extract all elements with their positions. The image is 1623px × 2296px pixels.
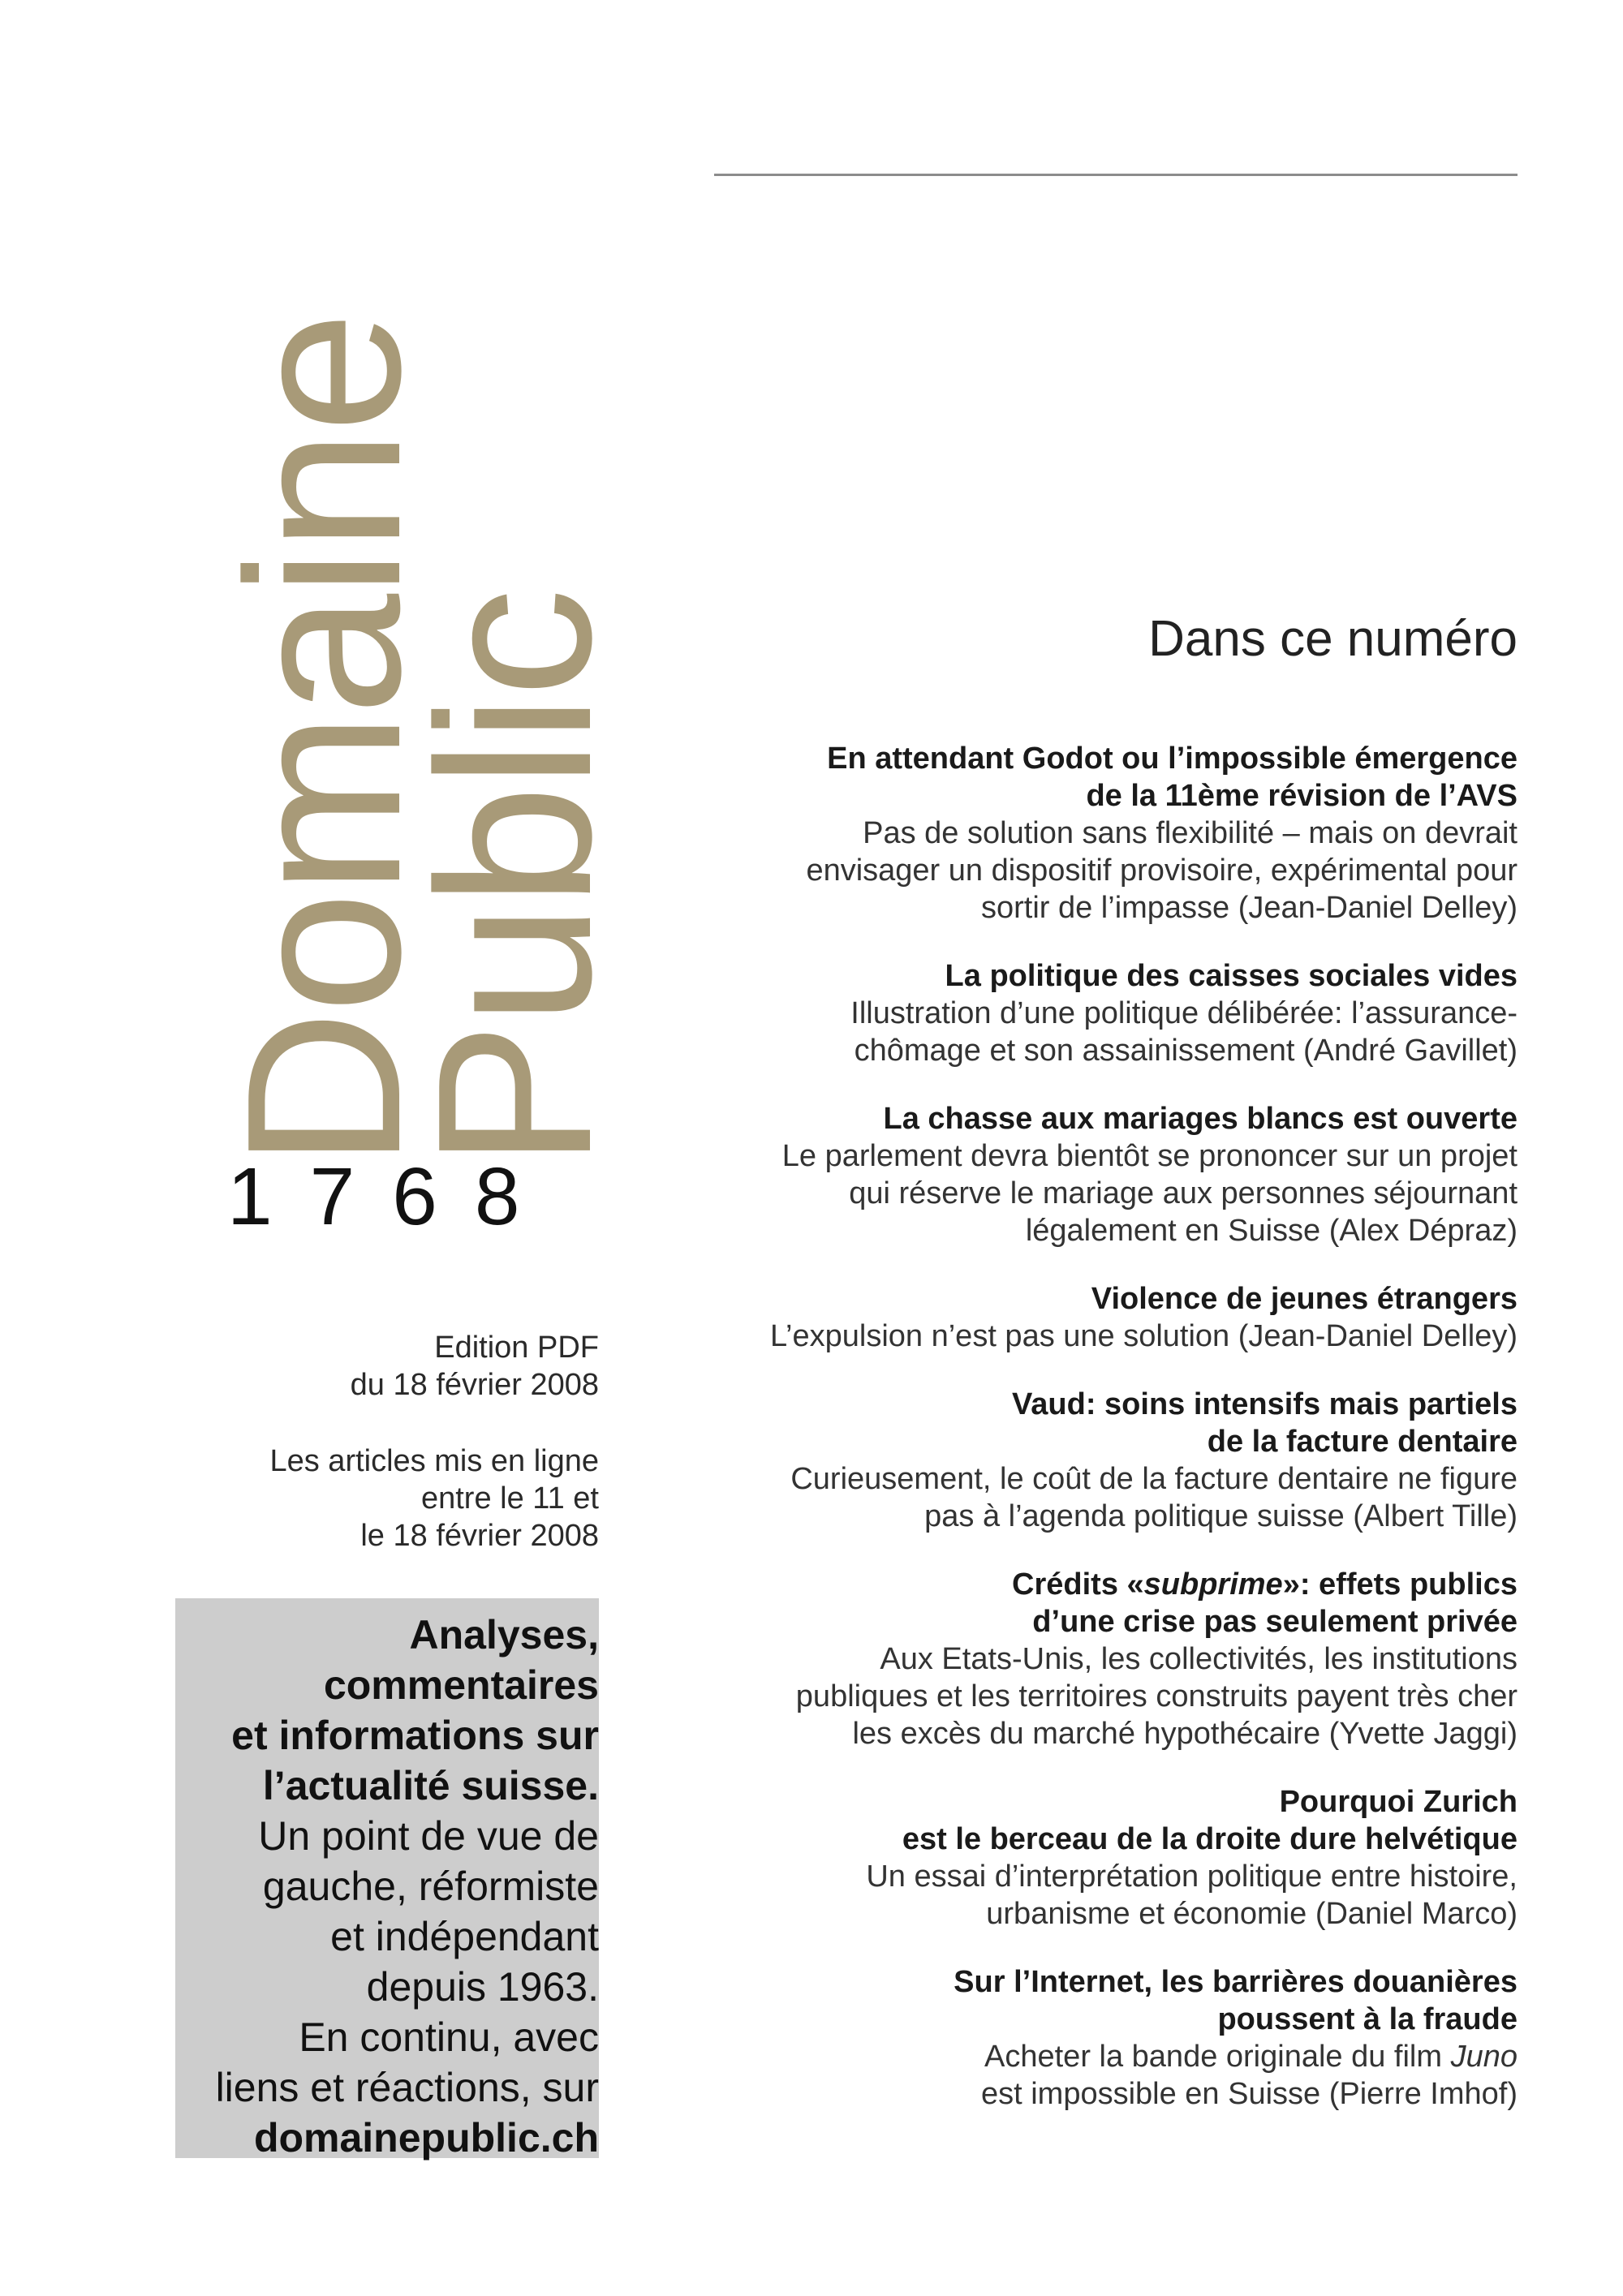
title-line: Vaud: soins intensifs mais partiels	[1012, 1387, 1518, 1421]
toc-item-title[interactable]	[674, 1280, 1518, 1318]
title-suffix: »: effets publics	[1282, 1567, 1518, 1602]
tagline-line: et indépendant	[330, 1914, 599, 1959]
edition-info	[144, 1329, 599, 1554]
toc-item-title[interactable]	[674, 1566, 1518, 1640]
masthead-domaine: Domaine	[202, 314, 446, 1168]
toc-item-desc	[674, 995, 1518, 1069]
title-line: Pourquoi Zurich	[1279, 1785, 1518, 1819]
desc-line: publiques et les territoires construits payent très cher	[795, 1679, 1518, 1713]
toc-item-title[interactable]	[674, 740, 1518, 815]
tagline-bold-line: commentaires	[323, 1662, 599, 1708]
title-line: La politique des caisses sociales vides	[945, 959, 1518, 993]
title-line: La chasse aux mariages blancs est ouverte	[883, 1102, 1518, 1136]
title-line: d’une crise pas seulement privée	[1032, 1605, 1518, 1639]
tagline-box	[175, 1598, 599, 2161]
desc-line: Aux Etats-Unis, les collectivités, les institutions	[880, 1642, 1518, 1676]
toc-item[interactable]	[674, 740, 1518, 927]
top-rule	[714, 174, 1518, 176]
toc-item-desc	[674, 1318, 1518, 1355]
title-prefix: Crédits «	[1012, 1567, 1144, 1602]
desc-line: urbanisme et économie (Daniel Marco)	[986, 1897, 1518, 1931]
title-line: est le berceau de la droite dure helvétique	[902, 1822, 1518, 1856]
toc-item-desc	[674, 1858, 1518, 1933]
title-emphasis: subprime	[1143, 1567, 1283, 1602]
title-line: En attendant Godot ou l’impossible émergence	[827, 742, 1518, 776]
desc-line: envisager un dispositif provisoire, expérimental pour	[806, 853, 1518, 888]
masthead-public: Public	[393, 591, 637, 1168]
desc-line: Pas de solution sans flexibilité – mais on devrait	[863, 816, 1518, 850]
desc-line	[674, 2038, 1518, 2075]
desc-line: Le parlement devra bientôt se prononcer sur un projet	[781, 1139, 1518, 1173]
tagline-line: depuis 1963.	[366, 1964, 599, 2010]
desc-line: L’expulsion n’est pas une solution (Jean-Daniel Delley)	[770, 1319, 1518, 1353]
desc-emphasis: Juno	[1450, 2040, 1518, 2074]
toc-item[interactable]	[674, 1783, 1518, 1933]
desc-line: Un essai d’interprétation politique entre histoire,	[866, 1860, 1518, 1894]
toc-item-desc	[674, 1137, 1518, 1249]
toc-item[interactable]	[674, 1280, 1518, 1355]
toc-item[interactable]	[674, 957, 1518, 1069]
desc-line: pas à l’agenda politique suisse (Albert Tille)	[924, 1499, 1518, 1533]
title-line: Sur l’Internet, les barrières douanières	[954, 1965, 1518, 1999]
title-line: de la facture dentaire	[1207, 1425, 1518, 1459]
edition-date: du 18 février 2008	[350, 1368, 599, 1402]
tagline-line: Un point de vue de	[258, 1813, 599, 1859]
toc-item-title[interactable]	[674, 1386, 1518, 1460]
toc-item-desc	[674, 815, 1518, 927]
toc-item-desc	[674, 1460, 1518, 1535]
desc-line: légalement en Suisse (Alex Dépraz)	[1025, 1214, 1518, 1248]
toc-item-desc	[674, 2038, 1518, 2113]
issue-number: 1768	[227, 1151, 558, 1242]
toc-heading: Dans ce numéro	[1148, 611, 1518, 667]
toc-item-title[interactable]	[674, 1100, 1518, 1137]
tagline-line: gauche, réformiste	[262, 1864, 599, 1909]
tagline-bold-line: l’actualité suisse.	[262, 1763, 599, 1808]
tagline-line: liens et réactions, sur	[215, 2065, 599, 2110]
table-of-contents	[674, 740, 1518, 2143]
toc-item[interactable]	[674, 1386, 1518, 1535]
toc-item-desc	[674, 1640, 1518, 1752]
tagline-line: En continu, avec	[299, 2014, 599, 2060]
toc-item[interactable]	[674, 1100, 1518, 1249]
title-line	[674, 1566, 1518, 1603]
title-line: poussent à la fraude	[1217, 2002, 1518, 2036]
edition-line: le 18 février 2008	[360, 1519, 599, 1553]
title-line: de la 11ème révision de l’AVS	[1086, 779, 1518, 813]
desc-line: chômage et son assainissement (André Gavillet)	[854, 1034, 1518, 1068]
tagline-bold-line: Analyses,	[409, 1612, 599, 1658]
desc-line: Illustration d’une politique délibérée: l’assurance-	[850, 996, 1518, 1030]
edition-line: entre le 11 et	[420, 1481, 599, 1516]
desc-line: qui réserve le mariage aux personnes séjournant	[849, 1176, 1518, 1210]
toc-item-title[interactable]	[674, 1963, 1518, 2038]
tagline-bold-line: et informations sur	[231, 1713, 599, 1758]
desc-line: les excès du marché hypothécaire (Yvette Jaggi)	[852, 1717, 1518, 1751]
desc-prefix: Acheter la bande originale du film	[984, 2040, 1451, 2074]
desc-line: Curieusement, le coût de la facture dentaire ne figure	[790, 1462, 1518, 1496]
toc-item-title[interactable]	[674, 1783, 1518, 1858]
desc-line: sortir de l’impasse (Jean-Daniel Delley)	[980, 891, 1518, 925]
title-line: Violence de jeunes étrangers	[1091, 1282, 1518, 1316]
edition-line: Les articles mis en ligne	[269, 1444, 599, 1478]
desc-line: est impossible en Suisse (Pierre Imhof)	[980, 2077, 1518, 2111]
site-link[interactable]: domainepublic.ch	[253, 2115, 599, 2161]
toc-item-title[interactable]	[674, 957, 1518, 995]
toc-item[interactable]	[674, 1566, 1518, 1752]
toc-item[interactable]	[674, 1963, 1518, 2113]
edition-line: Edition PDF	[434, 1331, 599, 1365]
